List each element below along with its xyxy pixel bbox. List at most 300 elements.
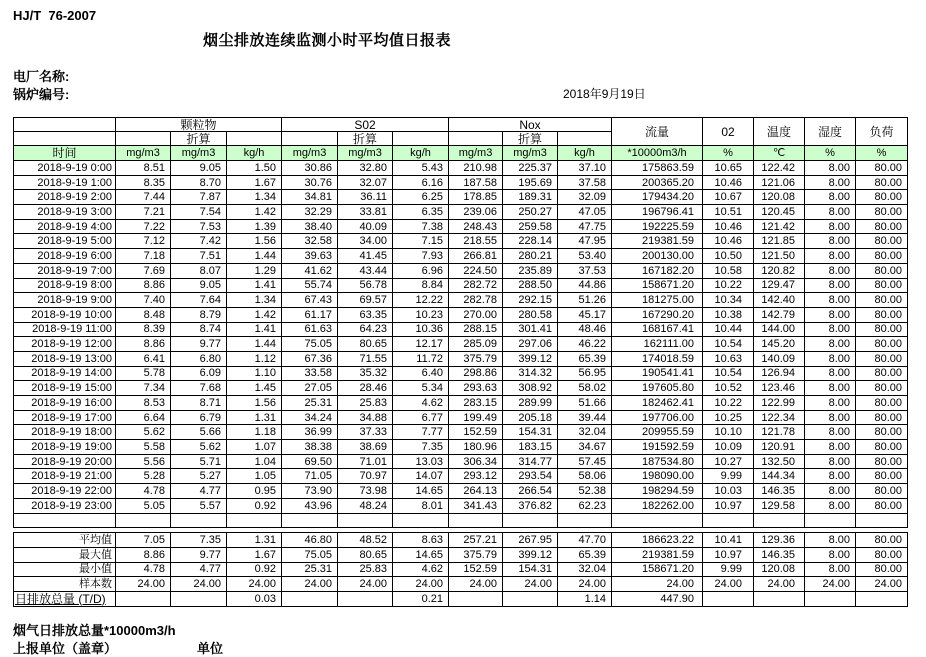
value-cell: 24.00 — [754, 577, 805, 592]
table-row — [14, 234, 908, 249]
value-cell: 120.82 — [754, 263, 805, 278]
value-cell: 292.15 — [503, 293, 558, 308]
value-cell: 0.92 — [227, 562, 282, 577]
value-cell: 1.44 — [227, 337, 282, 352]
value-cell: 4.78 — [116, 484, 171, 499]
value-cell: 4.62 — [393, 562, 449, 577]
value-cell: 30.76 — [282, 175, 338, 190]
header-group-row — [14, 118, 908, 132]
value-cell: 10.97 — [703, 498, 754, 513]
value-cell: 8.70 — [171, 175, 227, 190]
value-cell: 57.45 — [558, 454, 612, 469]
value-cell: 8.79 — [171, 307, 227, 322]
value-cell: 288.15 — [449, 322, 503, 337]
blank-cell — [856, 513, 908, 528]
value-cell: 6.09 — [171, 366, 227, 381]
value-cell: 225.37 — [503, 161, 558, 176]
value-cell: 80.00 — [856, 337, 908, 352]
value-cell: 63.35 — [338, 307, 393, 322]
value-cell — [856, 591, 908, 606]
value-cell: 8.00 — [805, 219, 856, 234]
blank-cell — [14, 513, 116, 528]
value-cell: 197706.00 — [612, 410, 703, 425]
summary-label: 最大值 — [14, 547, 116, 562]
value-cell: 174018.59 — [612, 351, 703, 366]
value-cell: 24.00 — [558, 577, 612, 592]
time-cell: 2018-9-19 5:00 — [14, 234, 116, 249]
value-cell: 6.64 — [116, 410, 171, 425]
value-cell: 1.07 — [227, 440, 282, 455]
table-row — [14, 322, 908, 337]
value-cell: 1.56 — [227, 396, 282, 411]
value-cell: 1.04 — [227, 454, 282, 469]
value-cell: 7.44 — [116, 190, 171, 205]
value-cell: 146.35 — [754, 547, 805, 562]
value-cell: 7.69 — [116, 263, 171, 278]
unit-cell: mg/m3 — [116, 146, 171, 161]
value-cell: 341.43 — [449, 498, 503, 513]
value-cell: 45.17 — [558, 307, 612, 322]
value-cell: 34.24 — [282, 410, 338, 425]
value-cell: 7.35 — [171, 533, 227, 548]
value-cell: 129.36 — [754, 533, 805, 548]
value-cell: 32.80 — [338, 161, 393, 176]
value-cell: 37.58 — [558, 175, 612, 190]
value-cell: 55.74 — [282, 278, 338, 293]
value-cell: 283.15 — [449, 396, 503, 411]
value-cell: 158671.20 — [612, 562, 703, 577]
value-cell: 152.59 — [449, 425, 503, 440]
value-cell: 8.00 — [805, 161, 856, 176]
value-cell: 37.10 — [558, 161, 612, 176]
value-cell: 80.00 — [856, 234, 908, 249]
value-cell: 122.34 — [754, 410, 805, 425]
value-cell: 56.78 — [338, 278, 393, 293]
time-cell: 2018-9-19 17:00 — [14, 410, 116, 425]
value-cell: 8.71 — [171, 396, 227, 411]
unit-label: 单位 — [197, 641, 224, 656]
value-cell: 209955.59 — [612, 425, 703, 440]
value-cell: 73.98 — [338, 484, 393, 499]
value-cell: 10.44 — [703, 322, 754, 337]
pm-group-header: 颗粒物 — [116, 118, 282, 132]
value-cell: 24.00 — [282, 577, 338, 592]
so2-group-header: S02 — [282, 118, 449, 132]
value-cell: 8.39 — [116, 322, 171, 337]
value-cell: 5.57 — [171, 498, 227, 513]
value-cell: 8.00 — [805, 175, 856, 190]
value-cell: 5.62 — [116, 425, 171, 440]
value-cell: 75.05 — [282, 337, 338, 352]
value-cell: 43.44 — [338, 263, 393, 278]
table-row — [14, 161, 908, 176]
value-cell: 25.31 — [282, 562, 338, 577]
value-cell: 132.50 — [754, 454, 805, 469]
value-cell: 6.40 — [393, 366, 449, 381]
value-cell: 80.00 — [856, 293, 908, 308]
value-cell: 70.97 — [338, 469, 393, 484]
value-cell: 9.99 — [703, 469, 754, 484]
value-cell: 14.65 — [393, 547, 449, 562]
value-cell: 9.77 — [171, 337, 227, 352]
value-cell: 24.00 — [227, 577, 282, 592]
summary-label: 平均值 — [14, 533, 116, 548]
value-cell: 399.12 — [503, 351, 558, 366]
value-cell: 210.98 — [449, 161, 503, 176]
value-cell: 218.55 — [449, 234, 503, 249]
value-cell: 10.36 — [393, 322, 449, 337]
value-cell: 11.72 — [393, 351, 449, 366]
value-cell: 5.66 — [171, 425, 227, 440]
value-cell: 199.49 — [449, 410, 503, 425]
value-cell: 46.80 — [282, 533, 338, 548]
value-cell: 34.67 — [558, 440, 612, 455]
value-cell: 7.15 — [393, 234, 449, 249]
table-row — [14, 469, 908, 484]
time-cell: 2018-9-19 6:00 — [14, 249, 116, 264]
blank-subheader — [282, 132, 338, 146]
value-cell: 1.34 — [227, 190, 282, 205]
value-cell: 1.18 — [227, 425, 282, 440]
summary-label: 日排放总量 (T/D) — [14, 591, 116, 606]
value-cell: 267.95 — [503, 533, 558, 548]
value-cell: 10.67 — [703, 190, 754, 205]
value-cell: 24.00 — [856, 577, 908, 592]
value-cell: 73.90 — [282, 484, 338, 499]
value-cell: 224.50 — [449, 263, 503, 278]
blank-cell — [449, 513, 503, 528]
value-cell: 8.00 — [805, 533, 856, 548]
value-cell: 8.86 — [116, 337, 171, 352]
value-cell: 8.53 — [116, 396, 171, 411]
value-cell: 280.58 — [503, 307, 558, 322]
value-cell: 180.96 — [449, 440, 503, 455]
value-cell: 41.62 — [282, 263, 338, 278]
value-cell: 129.47 — [754, 278, 805, 293]
value-cell: 259.58 — [503, 219, 558, 234]
value-cell: 121.06 — [754, 175, 805, 190]
value-cell: 144.34 — [754, 469, 805, 484]
value-cell: 61.17 — [282, 307, 338, 322]
value-cell: 67.43 — [282, 293, 338, 308]
value-cell: 71.55 — [338, 351, 393, 366]
converted-subheader: 折算 — [503, 132, 558, 146]
time-cell: 2018-9-19 20:00 — [14, 454, 116, 469]
value-cell: 10.10 — [703, 425, 754, 440]
time-cell: 2018-9-19 7:00 — [14, 263, 116, 278]
blank-cell — [703, 513, 754, 528]
table-row — [14, 440, 908, 455]
value-cell: 122.42 — [754, 161, 805, 176]
value-cell: 75.05 — [282, 547, 338, 562]
value-cell: 80.00 — [856, 366, 908, 381]
value-cell: 12.22 — [393, 293, 449, 308]
value-cell: 8.00 — [805, 454, 856, 469]
blank-cell — [754, 513, 805, 528]
time-cell: 2018-9-19 10:00 — [14, 307, 116, 322]
value-cell: 126.94 — [754, 366, 805, 381]
value-cell — [338, 591, 393, 606]
table-row — [14, 175, 908, 190]
value-cell: 13.03 — [393, 454, 449, 469]
value-cell: 146.35 — [754, 484, 805, 499]
time-cell: 2018-9-19 18:00 — [14, 425, 116, 440]
value-cell: 1.29 — [227, 263, 282, 278]
value-cell: 120.45 — [754, 205, 805, 220]
value-cell: 7.93 — [393, 249, 449, 264]
value-cell: 181275.00 — [612, 293, 703, 308]
value-cell: 5.34 — [393, 381, 449, 396]
value-cell: 24.00 — [503, 577, 558, 592]
value-cell: 301.41 — [503, 322, 558, 337]
value-cell: 1.31 — [227, 533, 282, 548]
value-cell: 30.86 — [282, 161, 338, 176]
value-cell: 12.17 — [393, 337, 449, 352]
value-cell: 9.99 — [703, 562, 754, 577]
value-cell: 8.00 — [805, 396, 856, 411]
summary-row — [14, 547, 908, 562]
value-cell: 266.81 — [449, 249, 503, 264]
value-cell: 5.58 — [116, 440, 171, 455]
value-cell: 288.50 — [503, 278, 558, 293]
table-row — [14, 454, 908, 469]
table-row — [14, 249, 908, 264]
value-cell: 375.79 — [449, 547, 503, 562]
value-cell: 80.00 — [856, 161, 908, 176]
table-row — [14, 351, 908, 366]
value-cell: 80.00 — [856, 351, 908, 366]
value-cell: 10.25 — [703, 410, 754, 425]
time-cell: 2018-9-19 4:00 — [14, 219, 116, 234]
value-cell: 7.05 — [116, 533, 171, 548]
value-cell: 182462.41 — [612, 396, 703, 411]
summary-row — [14, 533, 908, 548]
value-cell: 7.18 — [116, 249, 171, 264]
value-cell: 38.38 — [282, 440, 338, 455]
value-cell: 80.00 — [856, 322, 908, 337]
value-cell: 1.41 — [227, 322, 282, 337]
value-cell: 6.80 — [171, 351, 227, 366]
value-cell: 1.12 — [227, 351, 282, 366]
reporting-unit-label: 上报单位（盖章） — [13, 641, 118, 656]
table-row — [14, 278, 908, 293]
value-cell: 27.05 — [282, 381, 338, 396]
value-cell: 152.59 — [449, 562, 503, 577]
time-cell: 2018-9-19 19:00 — [14, 440, 116, 455]
daily-report-table — [13, 117, 908, 607]
value-cell: 48.46 — [558, 322, 612, 337]
value-cell: 80.00 — [856, 205, 908, 220]
value-cell: 24.00 — [703, 577, 754, 592]
value-cell: 399.12 — [503, 547, 558, 562]
unit-cell: mg/m3 — [282, 146, 338, 161]
value-cell: 80.00 — [856, 484, 908, 499]
blank-subheader — [116, 132, 171, 146]
blank-cell — [227, 513, 282, 528]
value-cell: 196796.41 — [612, 205, 703, 220]
value-cell: 282.72 — [449, 278, 503, 293]
value-cell: 80.65 — [338, 337, 393, 352]
blank-cell — [282, 513, 338, 528]
value-cell: 41.45 — [338, 249, 393, 264]
value-cell: 80.00 — [856, 533, 908, 548]
value-cell: 5.71 — [171, 454, 227, 469]
value-cell — [171, 591, 227, 606]
value-cell: 145.20 — [754, 337, 805, 352]
value-cell: 48.52 — [338, 533, 393, 548]
table-row — [14, 381, 908, 396]
value-cell: 1.34 — [227, 293, 282, 308]
temperature-column-header: 温度 — [754, 118, 805, 146]
o2-column-header: 02 — [703, 118, 754, 146]
value-cell: 10.54 — [703, 337, 754, 352]
value-cell: 80.00 — [856, 396, 908, 411]
blank-subheader — [393, 132, 449, 146]
value-cell: 5.62 — [171, 440, 227, 455]
value-cell: 140.09 — [754, 351, 805, 366]
value-cell: 52.38 — [558, 484, 612, 499]
value-cell: 0.03 — [227, 591, 282, 606]
value-cell: 7.12 — [116, 234, 171, 249]
value-cell: 80.00 — [856, 547, 908, 562]
value-cell: 1.67 — [227, 175, 282, 190]
value-cell: 80.00 — [856, 219, 908, 234]
blank-cell — [338, 513, 393, 528]
value-cell: 1.05 — [227, 469, 282, 484]
value-cell: 8.00 — [805, 410, 856, 425]
value-cell: 144.00 — [754, 322, 805, 337]
unit-cell: mg/m3 — [338, 146, 393, 161]
value-cell — [805, 591, 856, 606]
value-cell: 6.79 — [171, 410, 227, 425]
value-cell: 8.00 — [805, 381, 856, 396]
value-cell: 80.00 — [856, 278, 908, 293]
value-cell: 39.63 — [282, 249, 338, 264]
value-cell: 1.10 — [227, 366, 282, 381]
blank-row — [14, 513, 908, 528]
time-cell: 2018-9-19 0:00 — [14, 161, 116, 176]
value-cell: 80.00 — [856, 469, 908, 484]
table-row — [14, 396, 908, 411]
value-cell: 8.63 — [393, 533, 449, 548]
value-cell: 142.79 — [754, 307, 805, 322]
table-row — [14, 190, 908, 205]
value-cell: 80.00 — [856, 498, 908, 513]
time-col-blank-cell — [14, 132, 116, 146]
value-cell: 64.23 — [338, 322, 393, 337]
value-cell: 8.00 — [805, 337, 856, 352]
value-cell: 65.39 — [558, 351, 612, 366]
value-cell: 282.78 — [449, 293, 503, 308]
table-row — [14, 484, 908, 499]
value-cell: 266.54 — [503, 484, 558, 499]
summary-row — [14, 591, 908, 606]
value-cell: 257.21 — [449, 533, 503, 548]
time-header: 时间 — [14, 146, 116, 161]
value-cell: 6.77 — [393, 410, 449, 425]
value-cell: 10.22 — [703, 278, 754, 293]
value-cell: 447.90 — [612, 591, 703, 606]
value-cell: 289.99 — [503, 396, 558, 411]
unit-cell: kg/h — [227, 146, 282, 161]
unit-cell: % — [856, 146, 908, 161]
value-cell: 6.16 — [393, 175, 449, 190]
value-cell: 306.34 — [449, 454, 503, 469]
blank-subheader — [227, 132, 282, 146]
value-cell: 8.00 — [805, 307, 856, 322]
value-cell: 8.00 — [805, 366, 856, 381]
summary-row — [14, 577, 908, 592]
value-cell: 10.27 — [703, 454, 754, 469]
value-cell: 189.31 — [503, 190, 558, 205]
value-cell: 1.56 — [227, 234, 282, 249]
value-cell: 8.00 — [805, 205, 856, 220]
value-cell: 1.39 — [227, 219, 282, 234]
value-cell: 80.00 — [856, 425, 908, 440]
flue-gas-total-label: 烟气日排放总量*10000m3/h — [13, 623, 176, 638]
table-row — [14, 263, 908, 278]
blank-cell — [805, 513, 856, 528]
value-cell: 235.89 — [503, 263, 558, 278]
time-cell: 2018-9-19 11:00 — [14, 322, 116, 337]
value-cell: 178.85 — [449, 190, 503, 205]
value-cell: 120.08 — [754, 562, 805, 577]
value-cell — [449, 591, 503, 606]
value-cell: 8.00 — [805, 562, 856, 577]
value-cell: 7.22 — [116, 219, 171, 234]
time-cell: 2018-9-19 21:00 — [14, 469, 116, 484]
value-cell: 8.00 — [805, 547, 856, 562]
value-cell: 34.00 — [338, 234, 393, 249]
value-cell: 24.00 — [449, 577, 503, 592]
unit-cell: % — [805, 146, 856, 161]
blank-cell — [171, 513, 227, 528]
value-cell: 122.99 — [754, 396, 805, 411]
value-cell: 7.68 — [171, 381, 227, 396]
value-cell: 6.41 — [116, 351, 171, 366]
value-cell: 56.95 — [558, 366, 612, 381]
value-cell: 71.05 — [282, 469, 338, 484]
value-cell: 205.18 — [503, 410, 558, 425]
value-cell: 8.00 — [805, 278, 856, 293]
value-cell: 80.00 — [856, 440, 908, 455]
value-cell: 293.12 — [449, 469, 503, 484]
plant-name-label: 电厂名称: — [13, 69, 70, 84]
value-cell: 10.46 — [703, 234, 754, 249]
table-row — [14, 366, 908, 381]
value-cell: 10.65 — [703, 161, 754, 176]
time-cell: 2018-9-19 22:00 — [14, 484, 116, 499]
value-cell: 25.31 — [282, 396, 338, 411]
value-cell: 47.75 — [558, 219, 612, 234]
time-cell: 2018-9-19 8:00 — [14, 278, 116, 293]
value-cell: 8.48 — [116, 307, 171, 322]
value-cell: 36.99 — [282, 425, 338, 440]
value-cell: 10.41 — [703, 533, 754, 548]
value-cell: 8.00 — [805, 234, 856, 249]
value-cell: 80.00 — [856, 263, 908, 278]
value-cell: 297.06 — [503, 337, 558, 352]
value-cell: 5.56 — [116, 454, 171, 469]
flow-column-header: 流量 — [612, 118, 703, 146]
value-cell: 34.81 — [282, 190, 338, 205]
table-row — [14, 498, 908, 513]
value-cell: 9.05 — [171, 161, 227, 176]
value-cell: 4.78 — [116, 562, 171, 577]
unit-cell: ℃ — [754, 146, 805, 161]
value-cell: 24.00 — [338, 577, 393, 592]
value-cell: 8.00 — [805, 440, 856, 455]
